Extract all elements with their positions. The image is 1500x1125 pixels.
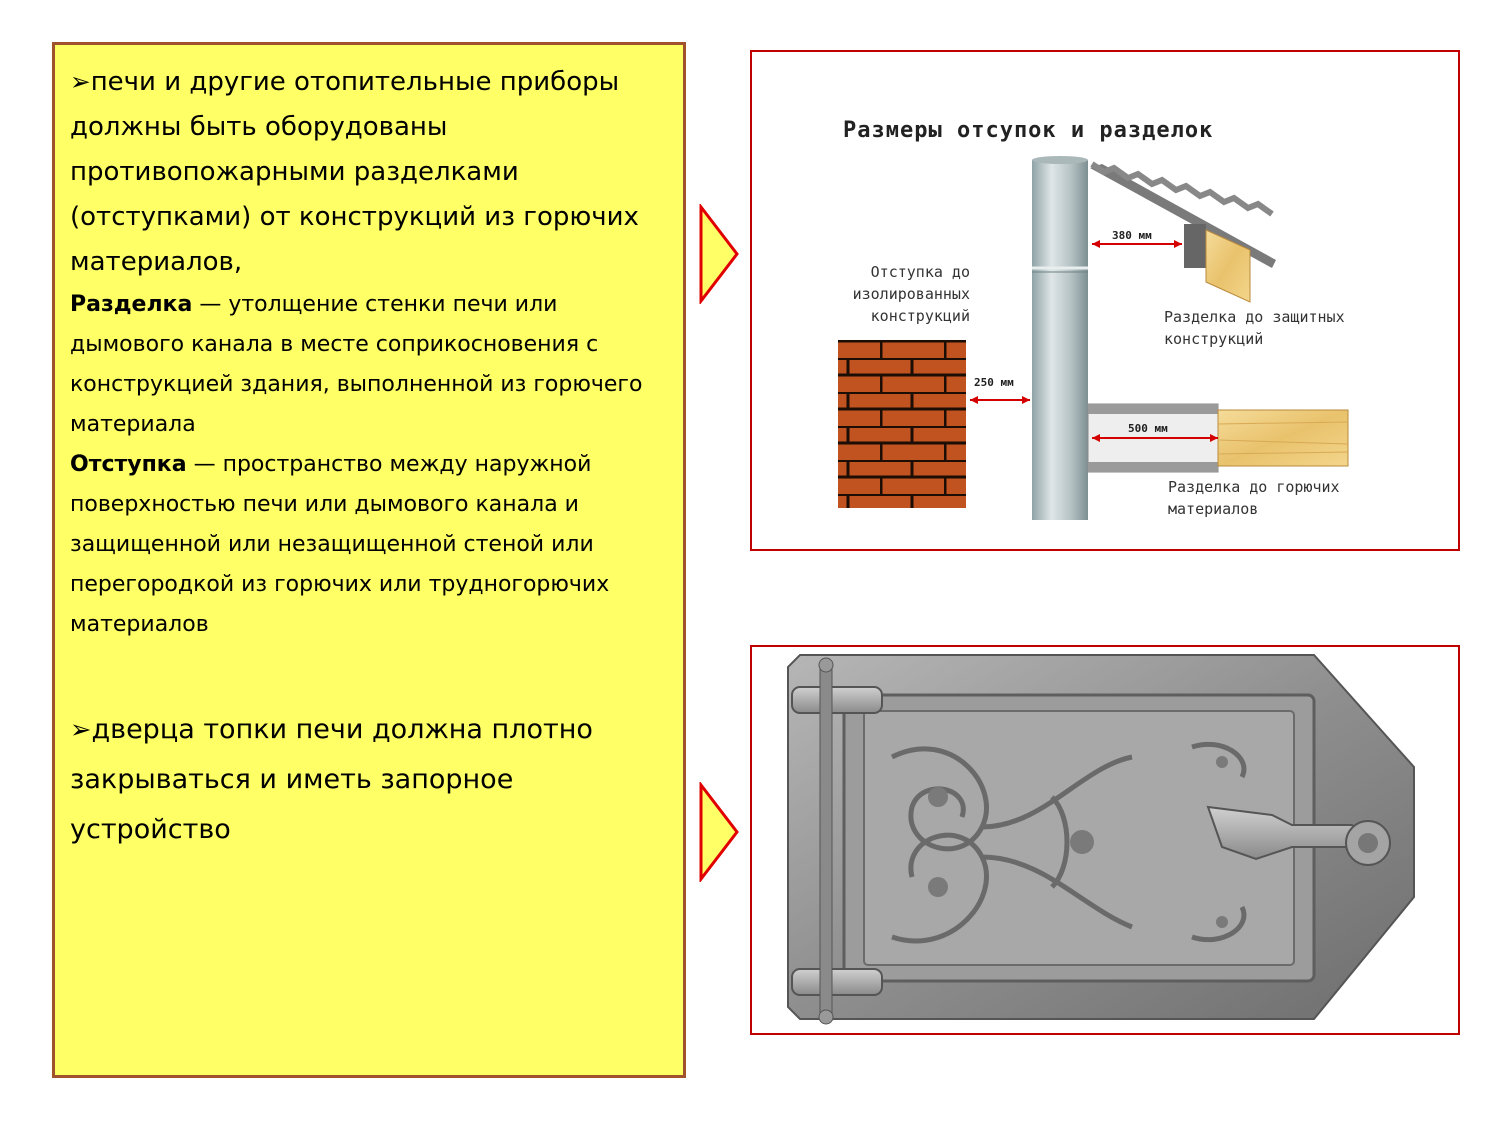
clearance-diagram xyxy=(750,50,1460,551)
hinge-top xyxy=(792,687,882,713)
diagram-title: Размеры отсупок и разделок xyxy=(843,118,1214,143)
hinge-bottom xyxy=(792,969,882,995)
dim-label-500: 500 мм xyxy=(1128,422,1168,435)
first-bullet-paragraph xyxy=(70,59,669,285)
label-otstupka-line2: изолированных xyxy=(852,285,970,303)
second-bullet-text: дверца топки печи должна плотно закрываться и иметь запорное устройство xyxy=(70,714,593,845)
bullet-arrow-icon: ➢ xyxy=(70,715,92,745)
label-combust-line1: Разделка до горючих xyxy=(1168,478,1340,496)
chimney-pipe xyxy=(1032,160,1088,520)
label-otstupka-line1: Отступка до xyxy=(870,263,970,281)
dim-label-250: 250 мм xyxy=(974,376,1014,389)
definition-otstupka xyxy=(70,445,669,645)
triangle-right-icon xyxy=(698,204,740,304)
term-razdelka: Разделка xyxy=(70,292,193,317)
term-otstupka: Отступка xyxy=(70,452,187,477)
label-protect-line1: Разделка до защитных xyxy=(1164,308,1345,326)
rafter-wood xyxy=(1206,230,1250,302)
brick-wall xyxy=(838,340,966,508)
text-panel xyxy=(52,42,686,1078)
wooden-beam xyxy=(1218,410,1348,466)
label-protect-line2: конструкций xyxy=(1164,330,1264,348)
stove-door-image xyxy=(750,645,1460,1035)
triangle-right-icon xyxy=(698,782,740,882)
hinge-pin xyxy=(820,665,832,1017)
first-bullet-text: печи и другие отопительные приборы должны быть оборудованы противопожарными разделками (отступками) от конструкций из горючих материалов, xyxy=(70,67,639,277)
second-bullet-paragraph xyxy=(70,705,669,855)
definition-otstupka-text: — пространство между наружной поверхностью печи или дымового канала и защищенной или незащищенной стеной или перегородкой из горючих или трудногорючих материалов xyxy=(70,452,610,637)
definition-razdelka xyxy=(70,285,669,445)
label-combust-line2: материалов xyxy=(1168,500,1259,518)
protective-plate xyxy=(1184,224,1206,268)
dim-label-380: 380 мм xyxy=(1112,229,1152,242)
bullet-arrow-icon: ➢ xyxy=(70,67,91,96)
definition-razdelka-text: — утолщение стенки печи или дымового канала в месте соприкосновения с конструкцией здания, выполненной из горючего материала xyxy=(70,292,643,437)
label-otstupka-line3: конструкций xyxy=(870,307,970,325)
